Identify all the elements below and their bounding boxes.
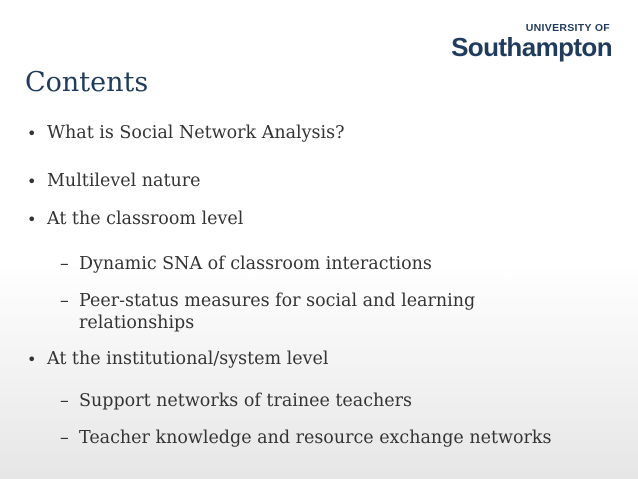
bullet-text: What is Social Network Analysis? <box>47 123 345 143</box>
bullet-marker: • <box>27 210 37 229</box>
dash-marker: – <box>60 428 69 448</box>
logo-main-text: Southampton <box>451 32 612 62</box>
bullet-text: At the classroom level <box>47 209 244 229</box>
dash-marker: – <box>60 291 69 311</box>
sub-bullet-text: Support networks of trainee teachers <box>79 391 412 411</box>
bullet-marker: • <box>27 350 37 369</box>
bullet-text: Multilevel nature <box>47 171 201 191</box>
sub-bullet-text: Peer-status measures for social and learning <box>79 291 476 311</box>
bullet-text: At the institutional/system level <box>47 349 329 369</box>
dash-marker: – <box>60 254 69 274</box>
dash-marker: – <box>60 391 69 411</box>
bullet-marker: • <box>27 124 37 143</box>
slide-title: Contents <box>25 67 149 98</box>
logo-top-text: UNIVERSITY OF <box>525 22 610 34</box>
sub-bullet-text-continued: relationships <box>79 313 195 333</box>
sub-bullet-text: Dynamic SNA of classroom interactions <box>79 254 432 274</box>
sub-bullet-text: Teacher knowledge and resource exchange networks <box>79 428 552 448</box>
bullet-marker: • <box>27 172 37 191</box>
